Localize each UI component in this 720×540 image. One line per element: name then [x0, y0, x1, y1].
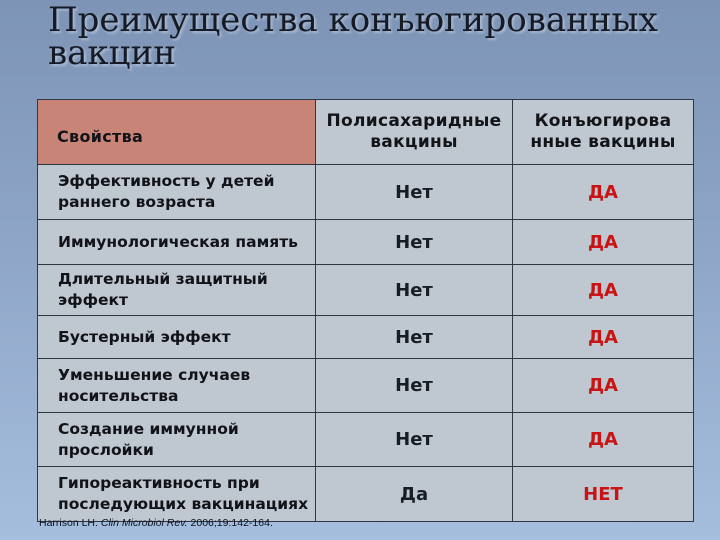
header-conjugate: Конъюгирова нные вакцины [513, 100, 694, 165]
header-property: Свойства [38, 100, 316, 165]
row-polysaccharide-value: Нет [316, 316, 513, 359]
table-header-row [38, 100, 694, 165]
row-polysaccharide-value: Нет [316, 413, 513, 467]
row-conjugate-value: ДА [513, 413, 694, 467]
row-property: Бустерный эффект [38, 316, 316, 359]
row-conjugate-value: НЕТ [513, 467, 694, 522]
page-title [48, 0, 708, 73]
row-conjugate-value: ДА [513, 359, 694, 413]
table-row [38, 359, 694, 413]
table-row [38, 265, 694, 316]
row-conjugate-value: ДА [513, 165, 694, 220]
header-polysaccharide: Полисахаридные вакцины [316, 100, 513, 165]
source-citation [39, 517, 273, 529]
table-row [38, 413, 694, 467]
row-property: Уменьшение случаев носительства [38, 359, 316, 413]
table-row [38, 467, 694, 522]
row-conjugate-value: ДА [513, 316, 694, 359]
row-property: Гипореактивность при последующих вакцинациях [38, 467, 316, 522]
source-journal: Clin Microbiol Rev. [100, 517, 188, 529]
source-reference: 2006;19:142-164. [190, 517, 273, 529]
row-conjugate-value: ДА [513, 265, 694, 316]
title-line-1: Преимущества конъюгированных [48, 0, 658, 40]
row-polysaccharide-value: Нет [316, 220, 513, 265]
table-row [38, 165, 694, 220]
row-polysaccharide-value: Да [316, 467, 513, 522]
comparison-table [37, 99, 694, 522]
source-author: Harrison LH. [39, 517, 98, 529]
row-property: Иммунологическая память [38, 220, 316, 265]
title-line-2: вакцин [48, 33, 176, 73]
row-polysaccharide-value: Нет [316, 265, 513, 316]
row-polysaccharide-value: Нет [316, 359, 513, 413]
row-polysaccharide-value: Нет [316, 165, 513, 220]
table-row [38, 316, 694, 359]
row-property: Длительный защитный эффект [38, 265, 316, 316]
row-property: Создание иммунной прослойки [38, 413, 316, 467]
row-conjugate-value: ДА [513, 220, 694, 265]
table-row [38, 220, 694, 265]
row-property: Эффективность у детей раннего возраста [38, 165, 316, 220]
